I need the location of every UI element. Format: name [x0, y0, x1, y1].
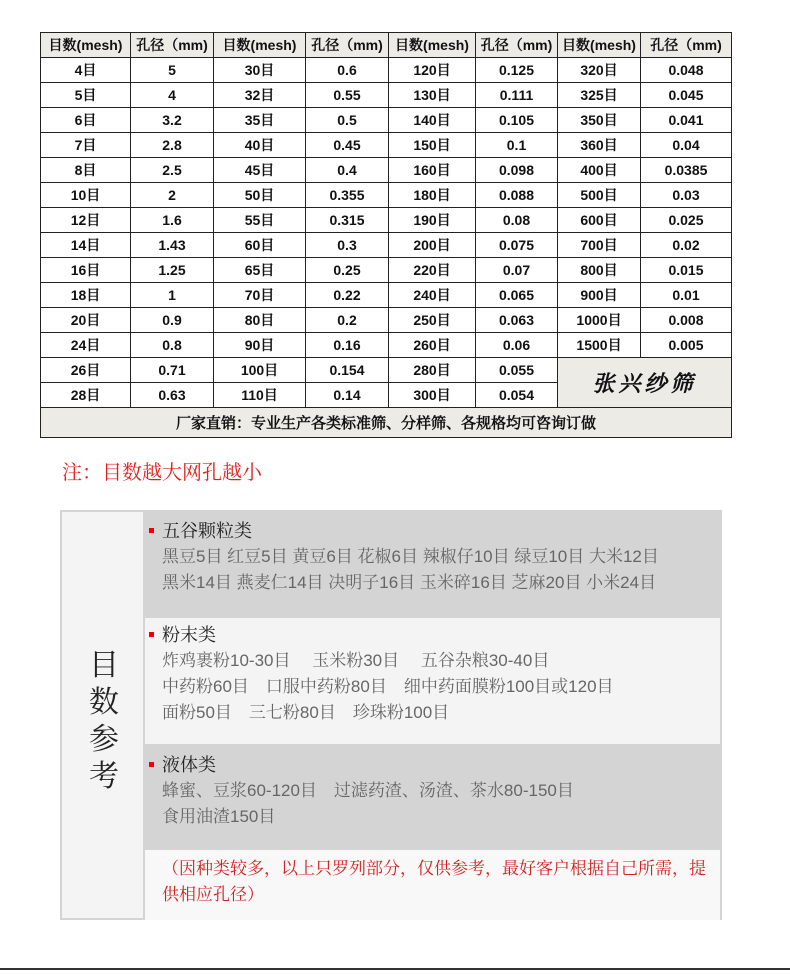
table-cell: 6目 — [41, 108, 131, 133]
column-header: 目数(mesh) — [389, 33, 476, 58]
table-cell: 0.04 — [641, 133, 732, 158]
table-cell: 0.088 — [476, 183, 558, 208]
table-row — [41, 308, 732, 333]
table-cell: 800目 — [558, 258, 641, 283]
table-cell: 28目 — [41, 383, 131, 408]
table-cell: 40目 — [214, 133, 306, 158]
table-row — [41, 133, 732, 158]
table-cell: 0.2 — [306, 308, 389, 333]
side-char: 考 — [89, 760, 119, 793]
table-cell: 55目 — [214, 208, 306, 233]
section-grain — [145, 518, 720, 613]
mesh-size-table — [40, 32, 732, 438]
table-cell: 5目 — [41, 83, 131, 108]
column-header: 孔径（mm) — [306, 33, 389, 58]
table-cell: 1.6 — [131, 208, 214, 233]
disclaimer-text: （因种类较多，以上只罗列部分，仅供参考，最好客户根据自己所需，提供相应孔径） — [145, 850, 720, 920]
table-cell: 700目 — [558, 233, 641, 258]
section-title: 五谷颗粒类 — [162, 518, 720, 544]
table-cell: 10目 — [41, 183, 131, 208]
table-cell: 0.14 — [306, 383, 389, 408]
table-cell: 0.041 — [641, 108, 732, 133]
table-row — [41, 358, 732, 383]
table-cell: 4 — [131, 83, 214, 108]
table-cell: 120目 — [389, 58, 476, 83]
table-cell: 900目 — [558, 283, 641, 308]
side-char: 数 — [89, 686, 119, 719]
table-cell: 0.9 — [131, 308, 214, 333]
table-cell: 0.008 — [641, 308, 732, 333]
table-cell: 320目 — [558, 58, 641, 83]
table-cell: 200目 — [389, 233, 476, 258]
table-cell: 0.075 — [476, 233, 558, 258]
side-char: 参 — [89, 723, 119, 756]
mesh-reference-panel — [60, 510, 722, 920]
table-cell: 0.054 — [476, 383, 558, 408]
table-cell: 300目 — [389, 383, 476, 408]
table-cell: 0.07 — [476, 258, 558, 283]
section-line: 面粉50目 三七粉80目 珍珠粉100目 — [162, 703, 450, 722]
table-cell: 0.065 — [476, 283, 558, 308]
table-cell: 12目 — [41, 208, 131, 233]
table-cell: 5 — [131, 58, 214, 83]
table-row — [41, 258, 732, 283]
table-cell: 0.098 — [476, 158, 558, 183]
column-header: 目数(mesh) — [41, 33, 131, 58]
table-cell: 35目 — [214, 108, 306, 133]
table-cell: 60目 — [214, 233, 306, 258]
table-cell: 150目 — [389, 133, 476, 158]
table-cell: 0.02 — [641, 233, 732, 258]
column-header: 孔径（mm) — [476, 33, 558, 58]
section-line: 黑米14目 燕麦仁14目 决明子16目 玉米碎16目 芝麻20目 小米24目 — [162, 573, 657, 592]
table-cell: 0.0385 — [641, 158, 732, 183]
table-cell: 240目 — [389, 283, 476, 308]
table-cell: 0.048 — [641, 58, 732, 83]
table-cell: 14目 — [41, 233, 131, 258]
table-cell: 140目 — [389, 108, 476, 133]
table-cell: 0.355 — [306, 183, 389, 208]
section-line: 蜂蜜、豆浆60-120目 过滤药渣、汤渣、茶水80-150目 — [162, 781, 574, 800]
divider — [0, 968, 790, 970]
table-cell: 0.315 — [306, 208, 389, 233]
table-row — [41, 333, 732, 358]
table-cell: 0.1 — [476, 133, 558, 158]
table-cell: 0.08 — [476, 208, 558, 233]
table-cell: 2.5 — [131, 158, 214, 183]
table-cell: 600目 — [558, 208, 641, 233]
table-cell: 220目 — [389, 258, 476, 283]
table-cell: 0.71 — [131, 358, 214, 383]
table-cell: 1000目 — [558, 308, 641, 333]
section-line: 食用油渣150目 — [162, 807, 276, 826]
table-row — [41, 158, 732, 183]
table-cell: 0.111 — [476, 83, 558, 108]
section-title: 粉末类 — [162, 622, 720, 648]
table-cell: 0.105 — [476, 108, 558, 133]
table-cell: 0.015 — [641, 258, 732, 283]
table-cell: 2 — [131, 183, 214, 208]
table-cell: 1500目 — [558, 333, 641, 358]
column-header: 孔径（mm) — [641, 33, 732, 58]
table-cell: 0.01 — [641, 283, 732, 308]
table-cell: 1 — [131, 283, 214, 308]
table-cell: 20目 — [41, 308, 131, 333]
column-header: 目数(mesh) — [558, 33, 641, 58]
table-cell: 0.8 — [131, 333, 214, 358]
table-row — [41, 183, 732, 208]
table-cell: 0.55 — [306, 83, 389, 108]
table-cell: 0.025 — [641, 208, 732, 233]
section-line: 炸鸡裹粉10-30目 玉米粉30目 五谷杂粮30-40目 — [162, 651, 550, 670]
table-cell: 325目 — [558, 83, 641, 108]
table-cell: 350目 — [558, 108, 641, 133]
table-cell: 130目 — [389, 83, 476, 108]
table-cell: 190目 — [389, 208, 476, 233]
table-cell: 0.4 — [306, 158, 389, 183]
table-cell: 0.45 — [306, 133, 389, 158]
table-cell: 90目 — [214, 333, 306, 358]
table-cell: 100目 — [214, 358, 306, 383]
table-cell: 0.25 — [306, 258, 389, 283]
table-cell: 0.154 — [306, 358, 389, 383]
footer-text: 厂家直销：专业生产各类标准筛、分样筛、各规格均可咨询订做 — [41, 408, 732, 438]
footer-row — [41, 408, 732, 438]
table-row — [41, 83, 732, 108]
table-cell: 0.063 — [476, 308, 558, 333]
table-cell: 24目 — [41, 333, 131, 358]
reference-side-title — [62, 512, 143, 918]
table-cell: 0.045 — [641, 83, 732, 108]
brand-logo: 张兴纱筛 — [558, 358, 732, 408]
section-title: 液体类 — [162, 752, 720, 778]
section-powder — [145, 618, 720, 744]
table-cell: 280目 — [389, 358, 476, 383]
table-cell: 45目 — [214, 158, 306, 183]
table-cell: 32目 — [214, 83, 306, 108]
table-cell: 8目 — [41, 158, 131, 183]
table-cell: 26目 — [41, 358, 131, 383]
table-cell: 500目 — [558, 183, 641, 208]
table-cell: 0.22 — [306, 283, 389, 308]
table-cell: 70目 — [214, 283, 306, 308]
table-cell: 180目 — [389, 183, 476, 208]
side-char: 目 — [89, 649, 119, 682]
table-row — [41, 108, 732, 133]
section-liquid — [145, 746, 720, 852]
column-header: 孔径（mm) — [131, 33, 214, 58]
table-cell: 160目 — [389, 158, 476, 183]
table-cell: 18目 — [41, 283, 131, 308]
table-cell: 1.43 — [131, 233, 214, 258]
table-cell: 65目 — [214, 258, 306, 283]
table-cell: 7目 — [41, 133, 131, 158]
table-cell: 4目 — [41, 58, 131, 83]
section-line: 中药粉60目 口服中药粉80目 细中药面膜粉100目或120目 — [162, 677, 614, 696]
header-row — [41, 33, 732, 58]
table-cell: 3.2 — [131, 108, 214, 133]
table-cell: 110目 — [214, 383, 306, 408]
table-cell: 30目 — [214, 58, 306, 83]
table-row — [41, 208, 732, 233]
table-cell: 0.3 — [306, 233, 389, 258]
section-line: 黑豆5目 红豆5目 黄豆6目 花椒6目 辣椒仔10目 绿豆10目 大米12目 — [162, 547, 659, 566]
table-cell: 2.8 — [131, 133, 214, 158]
table-cell: 80目 — [214, 308, 306, 333]
table-cell: 1.25 — [131, 258, 214, 283]
table-row — [41, 233, 732, 258]
table-cell: 360目 — [558, 133, 641, 158]
table-cell: 0.125 — [476, 58, 558, 83]
table-cell: 0.5 — [306, 108, 389, 133]
table-cell: 260目 — [389, 333, 476, 358]
table-cell: 250目 — [389, 308, 476, 333]
table-cell: 0.06 — [476, 333, 558, 358]
table-cell: 400目 — [558, 158, 641, 183]
table-cell: 16目 — [41, 258, 131, 283]
table-cell: 0.6 — [306, 58, 389, 83]
column-header: 目数(mesh) — [214, 33, 306, 58]
table-cell: 0.03 — [641, 183, 732, 208]
note-text: 注：目数越大网孔越小 — [62, 462, 262, 484]
table-cell: 0.055 — [476, 358, 558, 383]
table-cell: 0.005 — [641, 333, 732, 358]
table-row — [41, 58, 732, 83]
table-cell: 0.16 — [306, 333, 389, 358]
table-cell: 0.63 — [131, 383, 214, 408]
table-cell: 50目 — [214, 183, 306, 208]
table-row — [41, 283, 732, 308]
